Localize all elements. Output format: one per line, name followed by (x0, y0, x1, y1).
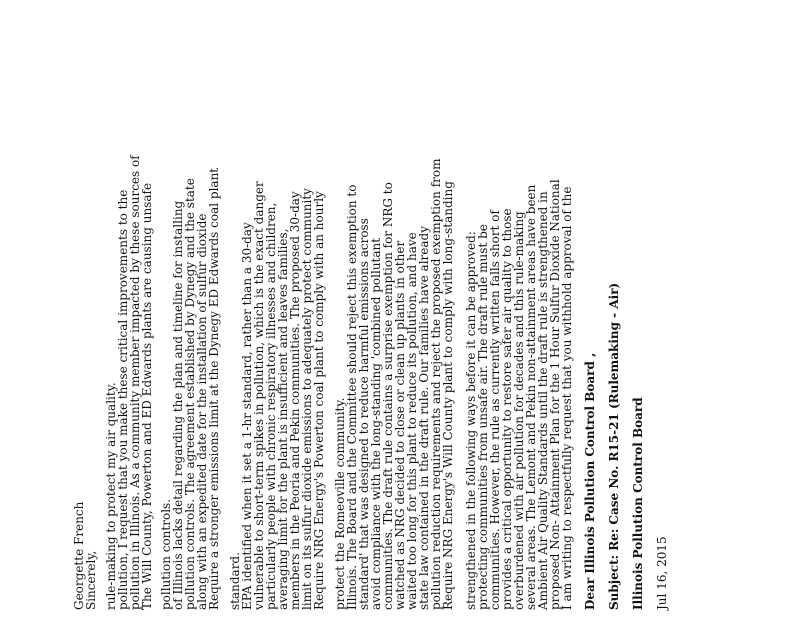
point1-line: Require NRG Energy's Will County plant to comply with long-standing (441, 181, 455, 610)
point2-line: members in the Peoria and Pekin communities. The proposed 30-day (288, 191, 302, 610)
point3-line: along with an expedited date for the installation of sulfur dioxide (195, 213, 209, 610)
intro-line: proposed Non- Attainment Plan for the 1 Hour Sulfur Dioxide National (548, 179, 562, 610)
point1-line: avoid compliance with the long-standing 'combined pollutant (369, 237, 383, 610)
letter-date: Jul 16, 2015 (655, 536, 669, 610)
intro-line: overburdened with air pollution for decades and this rule-making (512, 211, 526, 610)
letter-subject: Subject: Re: Case No. R15-21 (Rulemaking - Air) (607, 282, 621, 610)
point2-line: Require NRG Energy's Powerton coal plant to comply with an hourly (312, 191, 326, 610)
point2-line: standard. (228, 552, 242, 610)
point1-line: pollution reduction requirements and reject the proposed exemption from (429, 158, 443, 610)
point1-line: standard' that was designed to reduce harmful emissions across (357, 218, 371, 610)
point3-line: of Illinois lacks detail regarding the plan and timeline for installing (171, 200, 185, 610)
point1-line: Illinois. The Board and the Committee should reject this exemption to (345, 184, 359, 610)
point1-line: protect the Romeoville community. (333, 397, 347, 610)
intro-line: provides a critical opportunity to restore safer air quality to those (500, 208, 514, 610)
point3-line: Require a stronger emissions limit at the Dynegy ED Edwards coal plant (207, 167, 221, 610)
point1-line: communities. The draft rule contains a surprise exemption for NRG to (381, 182, 395, 610)
intro-line: strengthened in the following ways before it can be approved: (464, 231, 478, 610)
point2-line: EPA identified when it set a 1-hr standard, rather than a 30-day (240, 222, 254, 610)
point1-line: waited too long for this plant to reduce its pollution, and have (405, 232, 419, 610)
closing-line: pollution, I request that you make these critical improvements to the (116, 189, 130, 610)
letter-salutation: Dear Illinois Pollution Control Board , (583, 352, 597, 610)
closing-line: rule-making to protect my air quality. (104, 382, 118, 610)
intro-line: protecting communities from unsafe air. The draft rule must be (476, 224, 490, 610)
point2-line: particularly people with chronic respiratory illnesses and children, (264, 202, 278, 610)
letter-signoff: Sincerely, (84, 550, 98, 610)
point3-line: pollution controls. The agreement established by Dynegy and the state (183, 178, 197, 610)
intro-line: communities. However, the rule as currently written falls short of (488, 210, 502, 610)
letter-recipient: Illinois Pollution Control Board (631, 397, 645, 610)
intro-line: several areas. The Lemont and Pekin non-attainment areas have been (524, 184, 538, 610)
intro-line: Ambient Air Quality Standards until the draft rule is strengthened in (536, 191, 550, 610)
point2-line: limit on its sulfur dioxide emissions to adequately protect community (300, 188, 314, 610)
closing-line: pollution in Illinois. As a community member impacted by these sources of (128, 155, 142, 610)
point1-line: state law contained in the draft rule. Our families have already (417, 226, 431, 610)
intro-line: I am writing to respectfully request that you withhold approval of the (560, 186, 574, 610)
point2-line: vulnerable to short-term spikes in pollution, which is the exact danger (252, 181, 266, 610)
point3-line: pollution controls. (159, 498, 173, 610)
closing-line: The Will County, Powerton and ED Edwards plants are causing unsafe (140, 182, 154, 610)
point2-line: averaging limit for the plant is insufficient and leaves families, (276, 228, 290, 610)
letter-signature: Georgette French (72, 501, 86, 610)
point1-line: watched as NRG decided to close or clean up plants in other (393, 240, 407, 610)
